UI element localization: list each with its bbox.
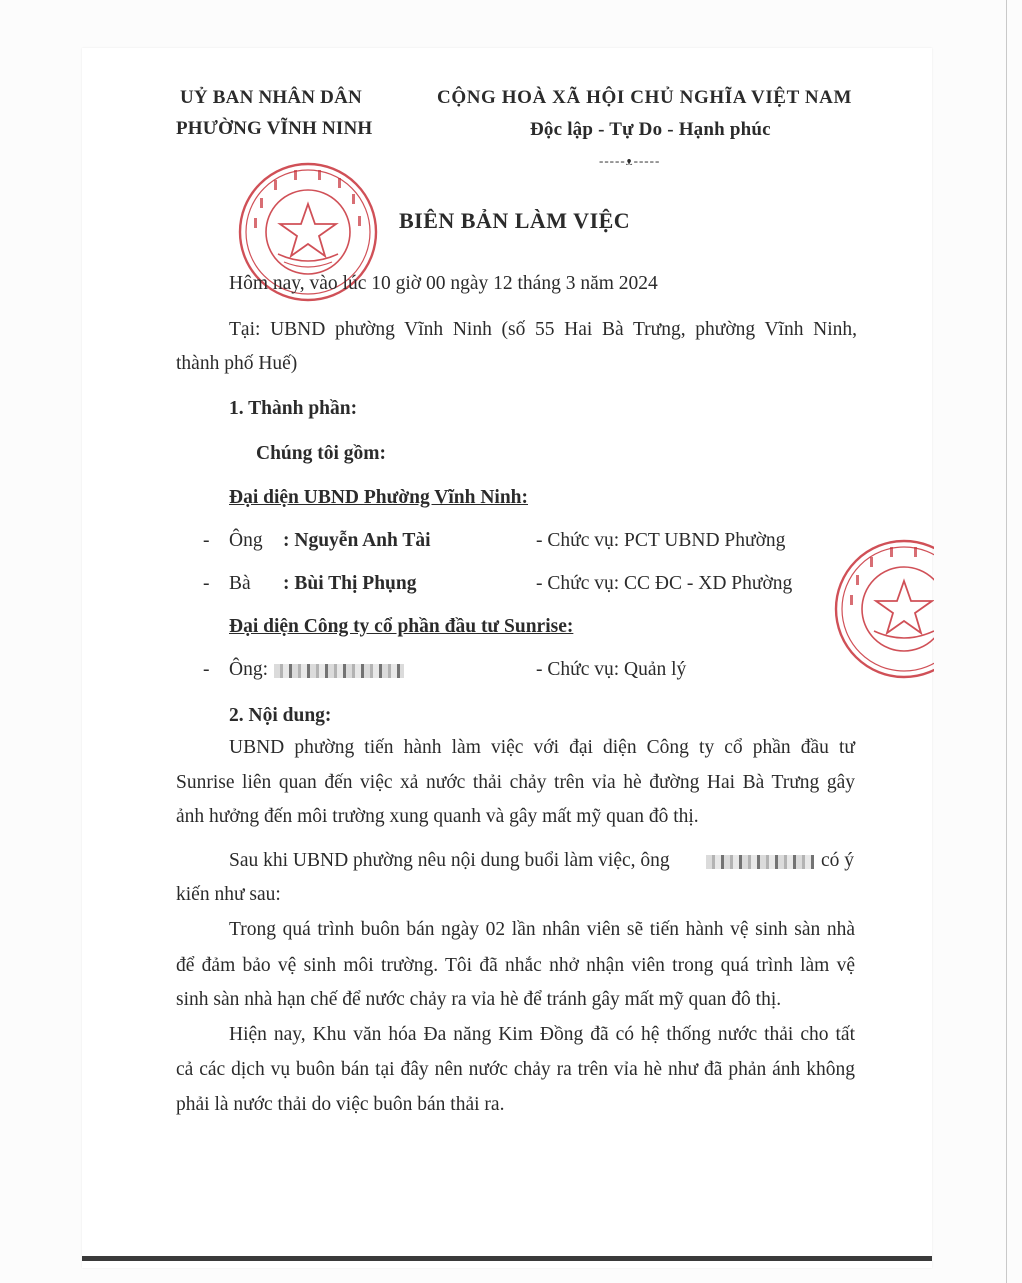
paragraph-line: ảnh hưởng đến môi trường xung quanh và gây mất mỹ quan đô thị. [176,806,699,827]
we-include-label: Chúng tôi gồm: [256,443,387,464]
screen-edge [1006,0,1007,1283]
group2-heading: Đại diện Công ty cổ phần đầu tư Sunrise: [229,616,574,637]
p3-line1-wrap [229,919,855,941]
document-title: BIÊN BẢN LÀM VIỆC [399,208,631,233]
p4-line1-wrap [229,1024,855,1046]
page-bottom-border [82,1256,932,1261]
paragraph-line: cả các dịch vụ buôn bán tại đây nên nước chảy ra trên vỉa hè như đã phản ánh không [176,1059,855,1080]
member-dash: - [203,530,210,551]
paragraph-line: Sunrise liên quan đến việc xả nước thải chảy trên vỉa hè đường Hai Bà Trưng gây [176,772,855,793]
member-role: - Chức vụ: Quản lý [536,659,687,680]
paragraph-line: UBND phường tiến hành làm việc với đại diện Công ty cổ phần đầu tư [229,737,855,758]
section1-heading: 1. Thành phần: [229,398,358,419]
paragraph-line: phải là nước thải do việc buôn bán thải ra. [176,1094,505,1115]
paragraph-line: kiến như sau: [176,884,281,905]
p2-line1-start: Sau khi UBND phường nêu nội dung buổi làm việc, ông [229,850,670,871]
meeting-place-line2: thành phố Huế) [176,353,298,374]
official-seal-stamp [830,535,934,683]
member-name: : Nguyễn Anh Tài [283,530,431,551]
member-dash: - [203,659,210,680]
member-name: : Bùi Thị Phụng [283,573,417,594]
p4-line2-wrap [176,1059,855,1081]
header-divider: -----ᴥ----- [599,153,661,168]
member-dash: - [203,573,210,594]
p1-line2-wrap [176,772,855,794]
member-title: Bà [229,573,251,594]
paragraph-line: sinh sàn nhà hạn chế để nước chảy ra vỉa hè để tránh gây mất mỹ quan đô thị. [176,989,782,1010]
p3-line2-wrap [176,955,855,977]
paragraph-line: để đảm bảo vệ sinh môi trường. Tôi đã nhắc nhở nhận viên trong quá trình làm vệ [176,955,855,976]
redacted-name [706,855,814,869]
paragraph-line: Hiện nay, Khu văn hóa Đa năng Kim Đồng đã có hệ thống nước thải cho tất [229,1024,855,1045]
member-title: Ông [229,530,263,551]
member-title: Ông: [229,659,268,680]
p1-line1-wrap [229,737,855,759]
nation-title: CỘNG HOÀ XÃ HỘI CHỦ NGHĨA VIỆT NAM [437,87,853,108]
meeting-place-line1-wrap [229,319,857,341]
paragraph-line: Trong quá trình buôn bán ngày 02 lần nhân viên sẽ tiến hành vệ sinh sàn nhà [229,919,855,940]
issuer-line2: PHƯỜNG VĨNH NINH [176,118,373,139]
meeting-datetime: Hôm nay, vào lúc 10 giờ 00 ngày 12 tháng 3 năm 2024 [229,273,658,294]
group1-heading: Đại diện UBND Phường Vĩnh Ninh: [229,487,529,508]
section2-heading: 2. Nội dung: [229,705,332,726]
meeting-place-line1: Tại: UBND phường Vĩnh Ninh (số 55 Hai Bà Trưng, phường Vĩnh Ninh, [229,319,857,340]
p2-line1-end: có ý [821,850,855,871]
redacted-name [274,664,404,678]
issuer-line1: UỶ BAN NHÂN DÂN [180,87,362,108]
member-role: - Chức vụ: CC ĐC - XD Phường [536,573,793,594]
member-role: - Chức vụ: PCT UBND Phường [536,530,786,551]
nation-motto: Độc lập - Tự Do - Hạnh phúc [530,119,771,140]
